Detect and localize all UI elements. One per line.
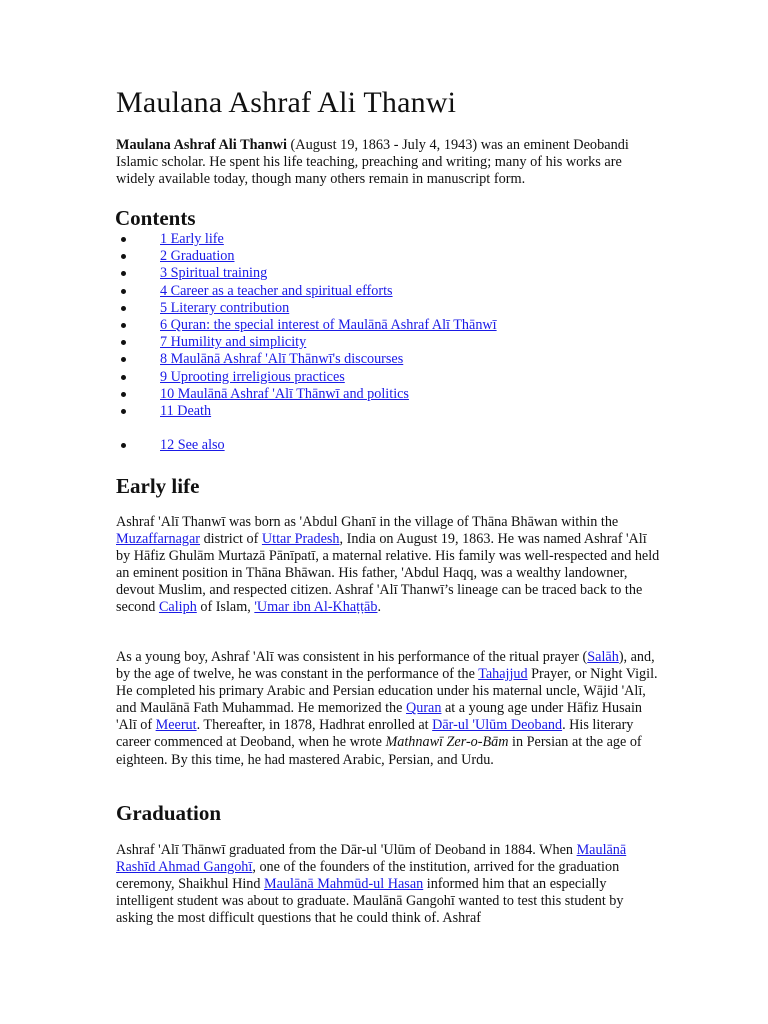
text-run: in Persian at the age of eighteen. By this time, he had mastered Arabic, Persian, and Urdu. <box>116 734 642 768</box>
bullet-icon <box>121 357 126 362</box>
toc-item <box>116 386 497 403</box>
page-title: Maulana Ashraf Ali Thanwi <box>116 86 457 119</box>
toc-link-literary-contribution[interactable]: 5 Literary contribution <box>160 299 290 316</box>
link-tahajjud[interactable]: Tahajjud <box>478 666 528 683</box>
text-run: . Thereafter, in 1878, Hadhrat enrolled at <box>196 717 433 734</box>
book-title: Mathnawī Zer-o-Bām <box>385 734 509 751</box>
toc-item <box>116 283 497 300</box>
bullet-icon <box>121 375 126 380</box>
link-quran[interactable]: Quran <box>405 700 442 717</box>
text-run: district of <box>200 531 262 548</box>
text-run: , India on August 19, 1863. He was named Ashraf 'Alī by Hāfiz Ghulām Murtazā Pānīpatī, a maternal relative. His family was well-respected and held an eminent position in Thāna Bhāwan. His father, 'Abdul Haqq, was a wealthy landowner, devout Muslim, and respected citizen. Ashraf 'Alī Thanwī’s lineage can be traced back to the second <box>116 531 660 616</box>
toc-item <box>116 334 497 351</box>
section-heading-graduation: Graduation <box>116 801 222 825</box>
early-life-paragraph-1 <box>116 514 661 617</box>
toc-item <box>116 231 497 248</box>
toc-link-discourses[interactable]: 8 Maulānā Ashraf 'Alī Thānwī's discourses <box>160 351 404 368</box>
intro-paragraph <box>116 137 656 189</box>
section-heading-early-life: Early life <box>116 474 200 498</box>
text-run: informed him that an especially intelligent student was about to graduate. Maulānā Gangohī wanted to test this student by asking the most difficult questions that he could think of. Ashraf <box>116 876 624 927</box>
toc-link-politics[interactable]: 10 Maulānā Ashraf 'Alī Thānwī and politics <box>160 385 409 402</box>
toc-link-see-also[interactable]: 12 See also <box>160 437 225 453</box>
bullet-icon <box>121 271 126 276</box>
toc-item <box>116 403 497 420</box>
toc-item <box>116 300 497 317</box>
link-uttar-pradesh[interactable]: Uttar Pradesh <box>261 531 340 548</box>
text-run: As a young boy, Ashraf 'Alī was consistent in his performance of the ritual prayer ( <box>116 649 588 665</box>
bullet-icon <box>121 237 126 242</box>
text-run: at a young age under Hāfiz Husain 'Alī of <box>116 700 642 734</box>
toc-link-career[interactable]: 4 Career as a teacher and spiritual efforts <box>160 282 393 299</box>
toc-link-uprooting[interactable]: 9 Uprooting irreligious practices <box>160 368 345 385</box>
graduation-paragraph-1 <box>116 842 661 927</box>
text-run: ), and, by the age of twelve, he was constant in the performance of the <box>116 649 655 683</box>
bullet-icon <box>121 306 126 311</box>
text-run: Ashraf 'Alī Thanwī was born as 'Abdul Ghanī in the village of Thāna Bhāwan within the <box>116 514 619 530</box>
toc-item <box>116 437 225 454</box>
toc-link-humility[interactable]: 7 Humility and simplicity <box>160 334 307 351</box>
intro-text: (August 19, 1863 - July 4, 1943) was an eminent Deobandi Islamic scholar. He spent his life teaching, preaching and writing; many of his works are widely available today, though many others remain in manuscript form. <box>116 137 629 188</box>
toc-item <box>116 248 497 265</box>
toc-link-early-life[interactable]: 1 Early life <box>160 231 224 247</box>
text-run: . <box>377 599 381 616</box>
bullet-icon <box>121 254 126 259</box>
text-run: Prayer, or Night Vigil. He completed his primary Arabic and Persian education under his maternal uncle, Wājid 'Alī, and Maulānā Fath Muhammad. He memorized the <box>116 666 658 717</box>
table-of-contents <box>116 231 497 420</box>
bullet-icon <box>121 409 126 414</box>
bullet-icon <box>121 289 126 294</box>
toc-item <box>116 351 497 368</box>
text-run: . His literary career commenced at Deoband, when he wrote <box>116 717 634 751</box>
bullet-icon <box>121 443 126 448</box>
text-run: Ashraf 'Alī Thānwī graduated from the Dār-ul 'Ulūm of Deoband in 1884. When <box>116 842 577 858</box>
intro-name: Maulana Ashraf Ali Thanwi <box>116 137 287 153</box>
toc-item <box>116 265 497 282</box>
toc-item <box>116 369 497 386</box>
text-run: of Islam, <box>196 599 255 616</box>
bullet-icon <box>121 340 126 345</box>
link-muzaffarnagar[interactable]: Muzaffarnagar <box>116 531 201 548</box>
toc-link-spiritual-training[interactable]: 3 Spiritual training <box>160 265 268 282</box>
bullet-icon <box>121 323 126 328</box>
early-life-paragraph-2 <box>116 649 661 769</box>
toc-item <box>116 317 497 334</box>
table-of-contents-extra <box>116 437 225 454</box>
toc-link-graduation[interactable]: 2 Graduation <box>160 248 235 265</box>
link-salah[interactable]: Salāh <box>587 649 619 665</box>
link-rashid-ahmad-gangohi[interactable]: Maulānā Rashīd Ahmad Gangohī <box>116 842 627 876</box>
bullet-icon <box>121 392 126 397</box>
contents-heading: Contents <box>115 206 196 230</box>
toc-link-quran[interactable]: 6 Quran: the special interest of Maulānā Ashraf Alī Thānwī <box>160 317 497 334</box>
toc-link-death[interactable]: 11 Death <box>160 403 212 420</box>
link-darul-uloom-deoband[interactable]: Dār-ul 'Ulūm Deoband <box>432 717 563 734</box>
link-umar-ibn-al-khattab[interactable]: 'Umar ibn Al-Khaṭṭāb <box>254 599 378 616</box>
link-caliph[interactable]: Caliph <box>158 599 197 616</box>
link-mahmud-ul-hasan[interactable]: Maulānā Mahmūd-ul Hasan <box>264 876 424 893</box>
link-meerut[interactable]: Meerut <box>155 717 197 734</box>
text-run: , one of the founders of the institution, arrived for the graduation ceremony, Shaikhul Hind <box>116 859 620 893</box>
